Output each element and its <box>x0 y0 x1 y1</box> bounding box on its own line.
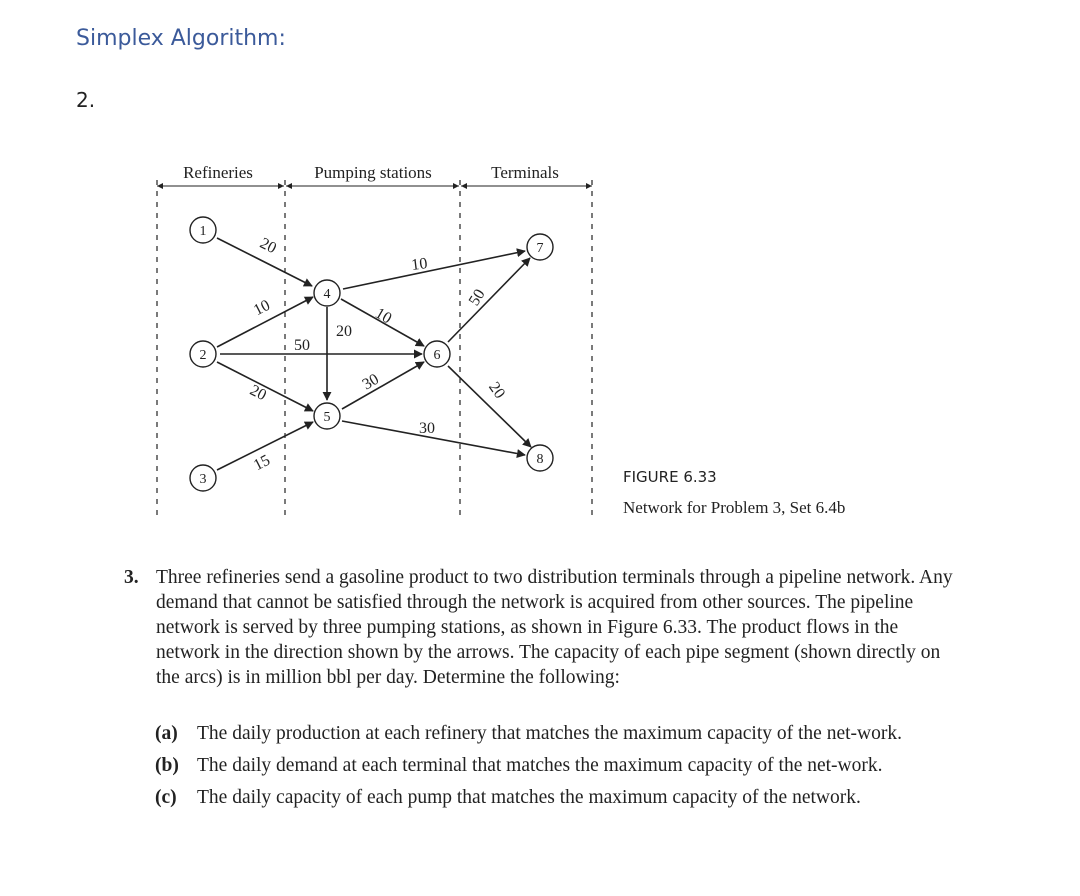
node-label-8: 8 <box>536 452 544 467</box>
section-label-pumping-stations: Pumping stations <box>314 163 432 182</box>
figure-caption: Network for Problem 3, Set 6.4b <box>623 498 846 517</box>
problem-parts <box>155 722 965 818</box>
problem-number: 3. <box>124 567 139 588</box>
capacity-label-5-8: 30 <box>419 420 435 437</box>
node-label-5: 5 <box>323 410 331 425</box>
part-label-a: (a) <box>155 723 178 744</box>
capacity-label-2-6: 50 <box>294 337 310 354</box>
capacity-label-4-5: 20 <box>336 323 352 340</box>
capacity-label-4-6: 10 <box>372 304 395 328</box>
capacity-label-5-6: 30 <box>359 370 382 394</box>
node-label-6: 6 <box>433 348 441 363</box>
capacity-label-1-4: 20 <box>257 234 280 258</box>
node-label-7: 7 <box>536 241 544 256</box>
node-label-4: 4 <box>323 287 331 302</box>
part-text-b: The daily demand at each terminal that matches the maximum capacity of the net-work. <box>197 755 883 776</box>
part-text-c: The daily capacity of each pump that matches the maximum capacity of the network. <box>197 787 861 808</box>
figure-label: FIGURE 6.33 <box>623 468 717 486</box>
capacity-label-2-4: 10 <box>250 296 273 320</box>
question-number: 2. <box>76 88 96 112</box>
node-label-3: 3 <box>199 472 207 487</box>
section-label-refineries: Refineries <box>183 163 253 182</box>
capacity-label-4-7: 10 <box>410 255 429 274</box>
capacity-label-3-5: 15 <box>250 451 273 475</box>
part-label-b: (b) <box>155 755 179 776</box>
capacity-label-6-7: 50 <box>465 286 489 309</box>
problem-part-c <box>155 786 965 810</box>
problem-part-b <box>155 754 965 778</box>
capacity-label-2-5: 20 <box>247 381 270 405</box>
page-heading: Simplex Algorithm: <box>76 26 286 51</box>
arc-4-7 <box>343 251 525 289</box>
problem-statement <box>124 565 964 690</box>
problem-part-a <box>155 722 965 746</box>
part-label-c: (c) <box>155 787 177 808</box>
part-text-a: The daily production at each refinery that matches the maximum capacity of the net-work. <box>197 723 902 744</box>
node-label-2: 2 <box>199 348 207 363</box>
arc-5-6 <box>342 362 424 409</box>
capacity-label-6-8: 20 <box>485 378 509 402</box>
node-label-1: 1 <box>199 224 207 239</box>
section-label-terminals: Terminals <box>491 163 559 182</box>
section-dividers <box>157 180 592 520</box>
problem-text: Three refineries send a gasoline product to two distribution terminals through a pipeline network. Any demand that cannot be satisfied through the network is acquired from other sources. The pipeline network is served by three pumping stations, as shown in Figure 6.33. The product flows in the network in the direction shown by the arrows. The capacity of each pipe segment (shown directly on the arcs) is in million bbl per day. Determine the following: <box>156 567 953 688</box>
